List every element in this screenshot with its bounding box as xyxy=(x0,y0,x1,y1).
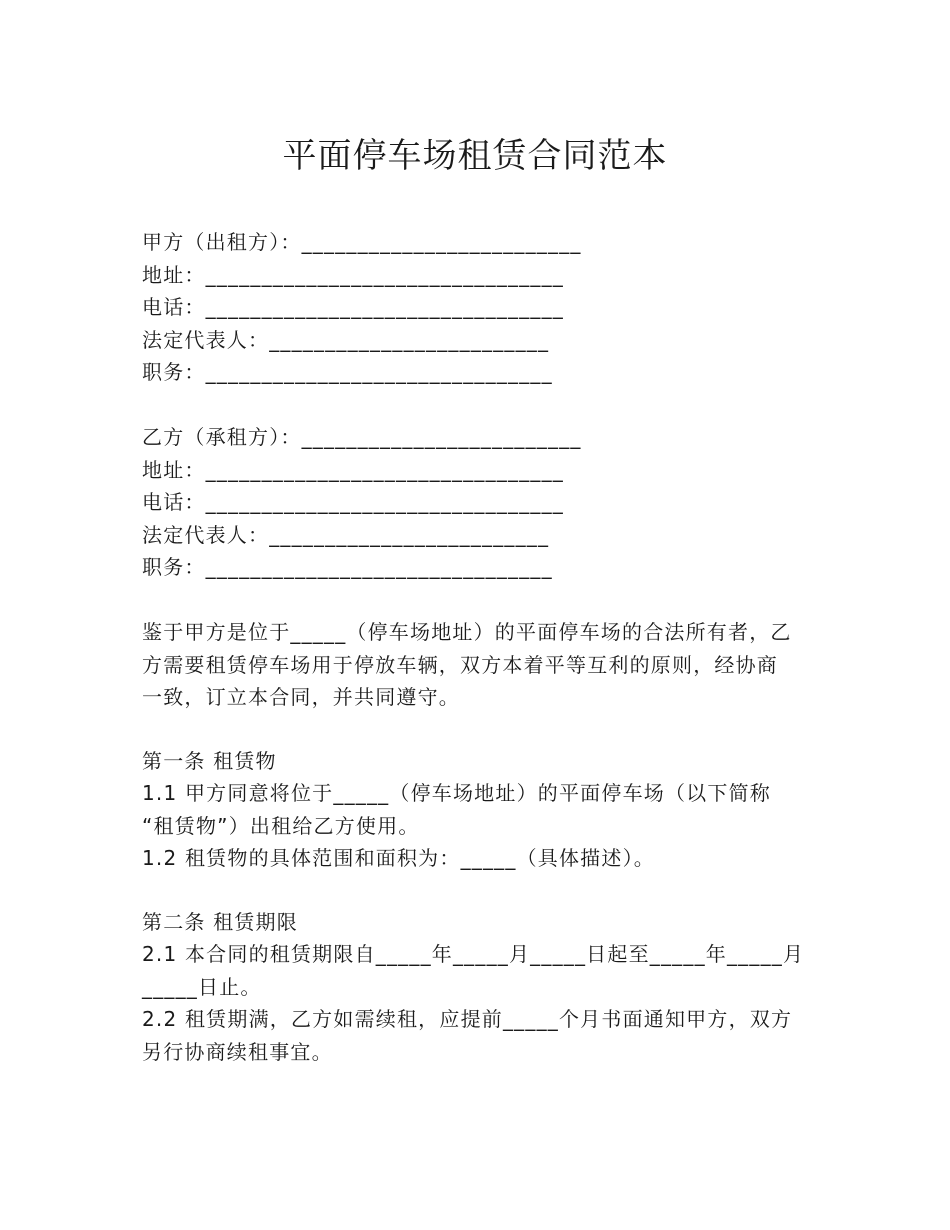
preamble-paragraph xyxy=(142,616,812,714)
document-title: 平面停车场租赁合同范本 xyxy=(282,136,668,176)
article-1-line: 1.2 租赁物的具体范围和面积为：_____（具体描述）。 xyxy=(142,846,655,870)
document-body xyxy=(142,226,812,1068)
party-a-block xyxy=(142,226,812,389)
party-b-phone-line: 电话：________________________________ xyxy=(142,490,564,514)
party-a-legal-rep-line: 法定代表人：_________________________ xyxy=(142,327,550,352)
preamble-line: 一致，订立本合同，并共同遵守。 xyxy=(142,685,460,709)
party-b-position-line: 职务：_______________________________ xyxy=(142,555,553,579)
spacer xyxy=(142,389,812,422)
article-2-line: 另行协商续租事宜。 xyxy=(142,1039,333,1064)
preamble-line: 鉴于甲方是位于_____（停车场地址）的平面停车场的合法所有者，乙 xyxy=(142,620,792,644)
article-1-line: 1.1 甲方同意将位于_____（停车场地址）的平面停车场（以下简称 xyxy=(142,781,771,805)
party-b-name-line: 乙方（承租方）：_________________________ xyxy=(142,425,582,449)
spacer xyxy=(142,584,812,617)
spacer xyxy=(142,714,812,745)
party-b-block xyxy=(142,421,812,584)
party-a-address-line: 地址：________________________________ xyxy=(142,262,564,287)
preamble-line: 方需要租赁停车场用于停放车辆，双方本着平等互利的原则，经协商 xyxy=(142,652,778,677)
article-1-heading: 第一条 租赁物 xyxy=(142,748,277,773)
party-a-phone-line: 电话：________________________________ xyxy=(142,295,564,319)
party-b-address-line: 地址：________________________________ xyxy=(142,457,564,482)
article-2-line: 2.2 租赁期满，乙方如需续租，应提前_____个月书面通知甲方，双方 xyxy=(142,1007,793,1031)
spacer xyxy=(142,875,812,906)
party-a-name-line: 甲方（出租方）：_________________________ xyxy=(142,230,582,254)
article-2-heading: 第二条 租赁期限 xyxy=(142,909,298,934)
article-2-section xyxy=(142,906,812,1069)
article-2-line: _____日止。 xyxy=(142,974,262,999)
article-1-section xyxy=(142,745,812,875)
article-2-line: 2.1 本合同的租赁期限自_____年_____月_____日起至_____年_____月 xyxy=(142,942,805,966)
party-a-position-line: 职务：_______________________________ xyxy=(142,360,553,384)
party-b-legal-rep-line: 法定代表人：_________________________ xyxy=(142,522,550,547)
article-1-line: “租赁物”）出租给乙方使用。 xyxy=(142,813,420,838)
